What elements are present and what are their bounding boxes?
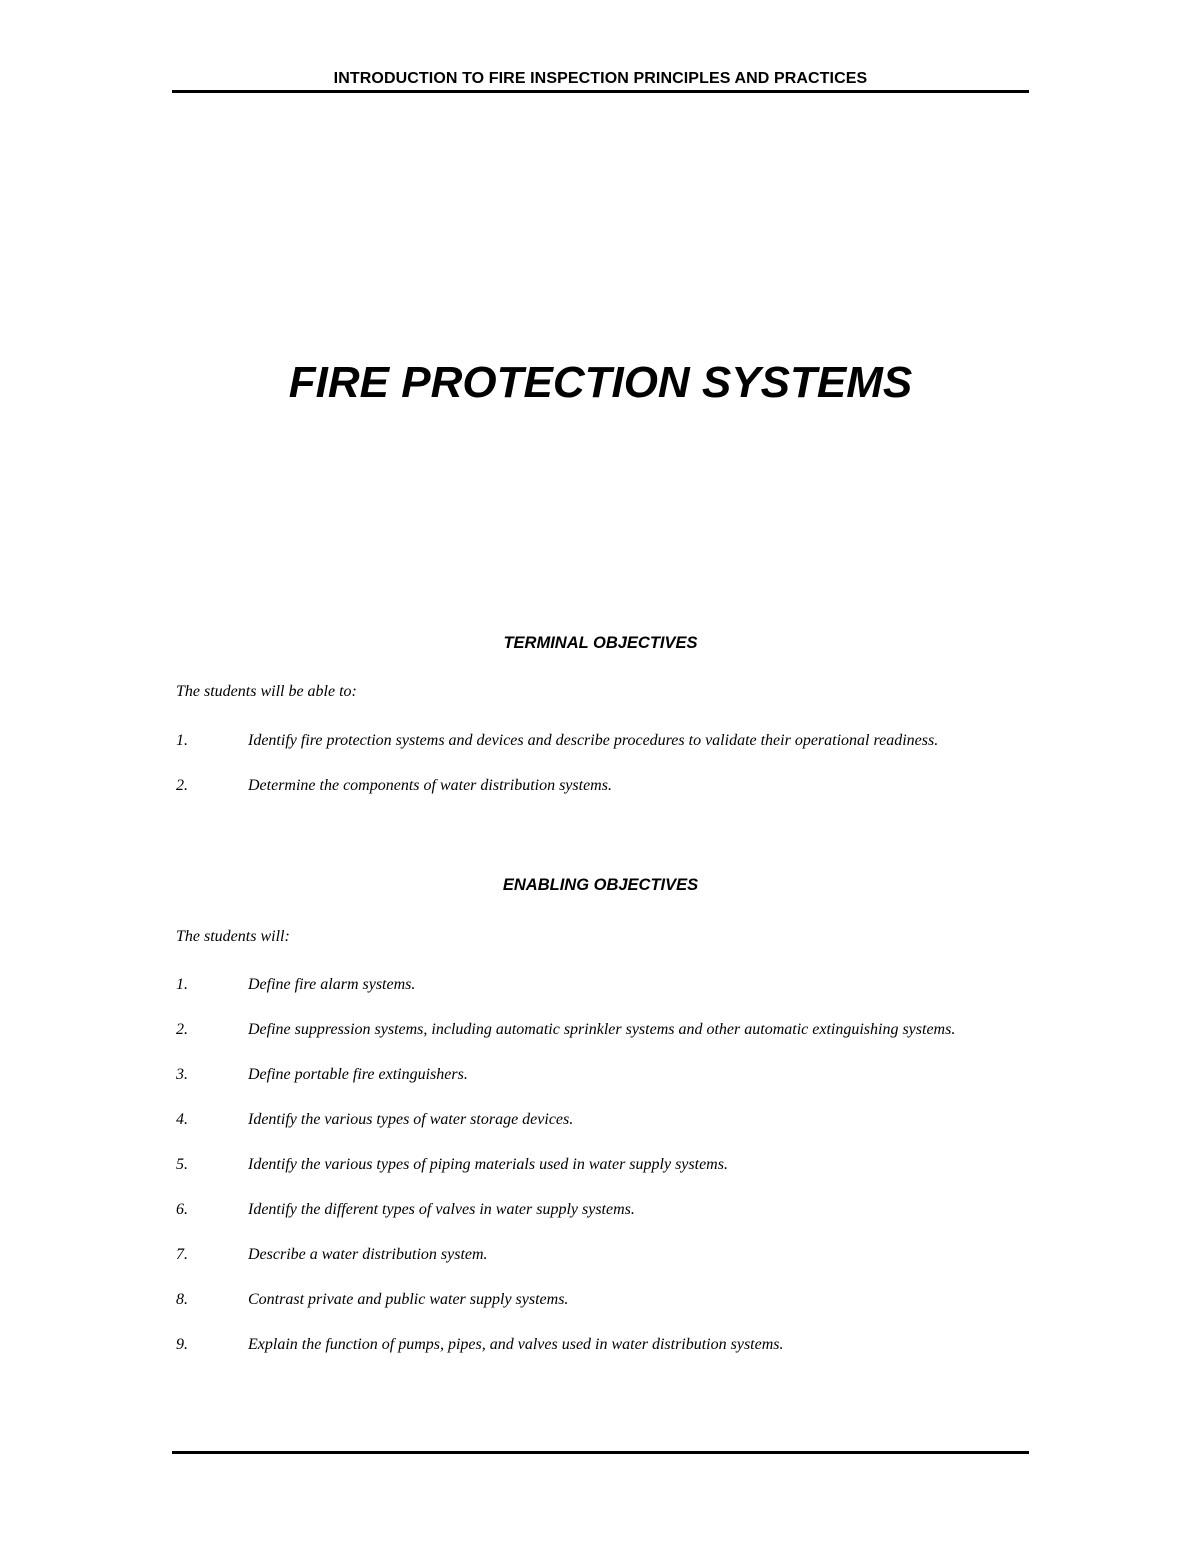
item-text: Identify the different types of valves in water supply systems. <box>248 1201 635 1218</box>
page-title: FIRE PROTECTION SYSTEMS <box>288 358 913 407</box>
item-number: 8. <box>176 1291 188 1308</box>
item-text: Identify the various types of piping materials used in water supply systems. <box>248 1156 728 1173</box>
item-text: Define suppression systems, including automatic sprinkler systems and other automatic extinguishing systems. <box>248 1021 956 1038</box>
item-number: 1. <box>176 732 188 749</box>
list-item <box>176 973 1025 996</box>
enabling-objectives-list <box>176 973 1025 1378</box>
terminal-objectives-heading: TERMINAL OBJECTIVES <box>503 634 698 652</box>
header-rule <box>172 90 1029 93</box>
item-text: Determine the components of water distribution systems. <box>248 777 612 794</box>
item-number: 5. <box>176 1156 188 1173</box>
item-number: 2. <box>176 777 188 794</box>
item-text: Define fire alarm systems. <box>248 976 416 993</box>
list-item <box>176 1243 1025 1266</box>
list-item <box>176 774 1025 797</box>
item-number: 9. <box>176 1336 188 1353</box>
item-number: 7. <box>176 1246 188 1263</box>
item-number: 1. <box>176 976 188 993</box>
item-text: Identify fire protection systems and devices and describe procedures to validate their operational readiness. <box>248 732 939 749</box>
item-text: Explain the function of pumps, pipes, and valves used in water distribution systems. <box>248 1336 784 1353</box>
terminal-intro: The students will be able to: <box>176 683 357 700</box>
item-number: 3. <box>176 1066 188 1083</box>
item-number: 6. <box>176 1201 188 1218</box>
list-item <box>176 1063 1025 1086</box>
item-text: Describe a water distribution system. <box>248 1246 488 1263</box>
list-item <box>176 1108 1025 1131</box>
item-text: Identify the various types of water storage devices. <box>248 1111 574 1128</box>
enabling-intro: The students will: <box>176 928 290 945</box>
list-item <box>176 1333 1025 1356</box>
terminal-objectives-list <box>176 729 1025 819</box>
item-text: Contrast private and public water supply systems. <box>248 1291 569 1308</box>
list-item <box>176 729 1025 752</box>
item-number: 4. <box>176 1111 188 1128</box>
list-item <box>176 1153 1025 1176</box>
running-header: INTRODUCTION TO FIRE INSPECTION PRINCIPLES AND PRACTICES <box>333 70 868 87</box>
enabling-objectives-heading: ENABLING OBJECTIVES <box>502 876 699 894</box>
item-number: 2. <box>176 1021 188 1038</box>
list-item <box>176 1198 1025 1221</box>
footer-rule <box>172 1451 1029 1454</box>
list-item <box>176 1288 1025 1311</box>
list-item <box>176 1018 1025 1041</box>
item-text: Define portable fire extinguishers. <box>248 1066 468 1083</box>
